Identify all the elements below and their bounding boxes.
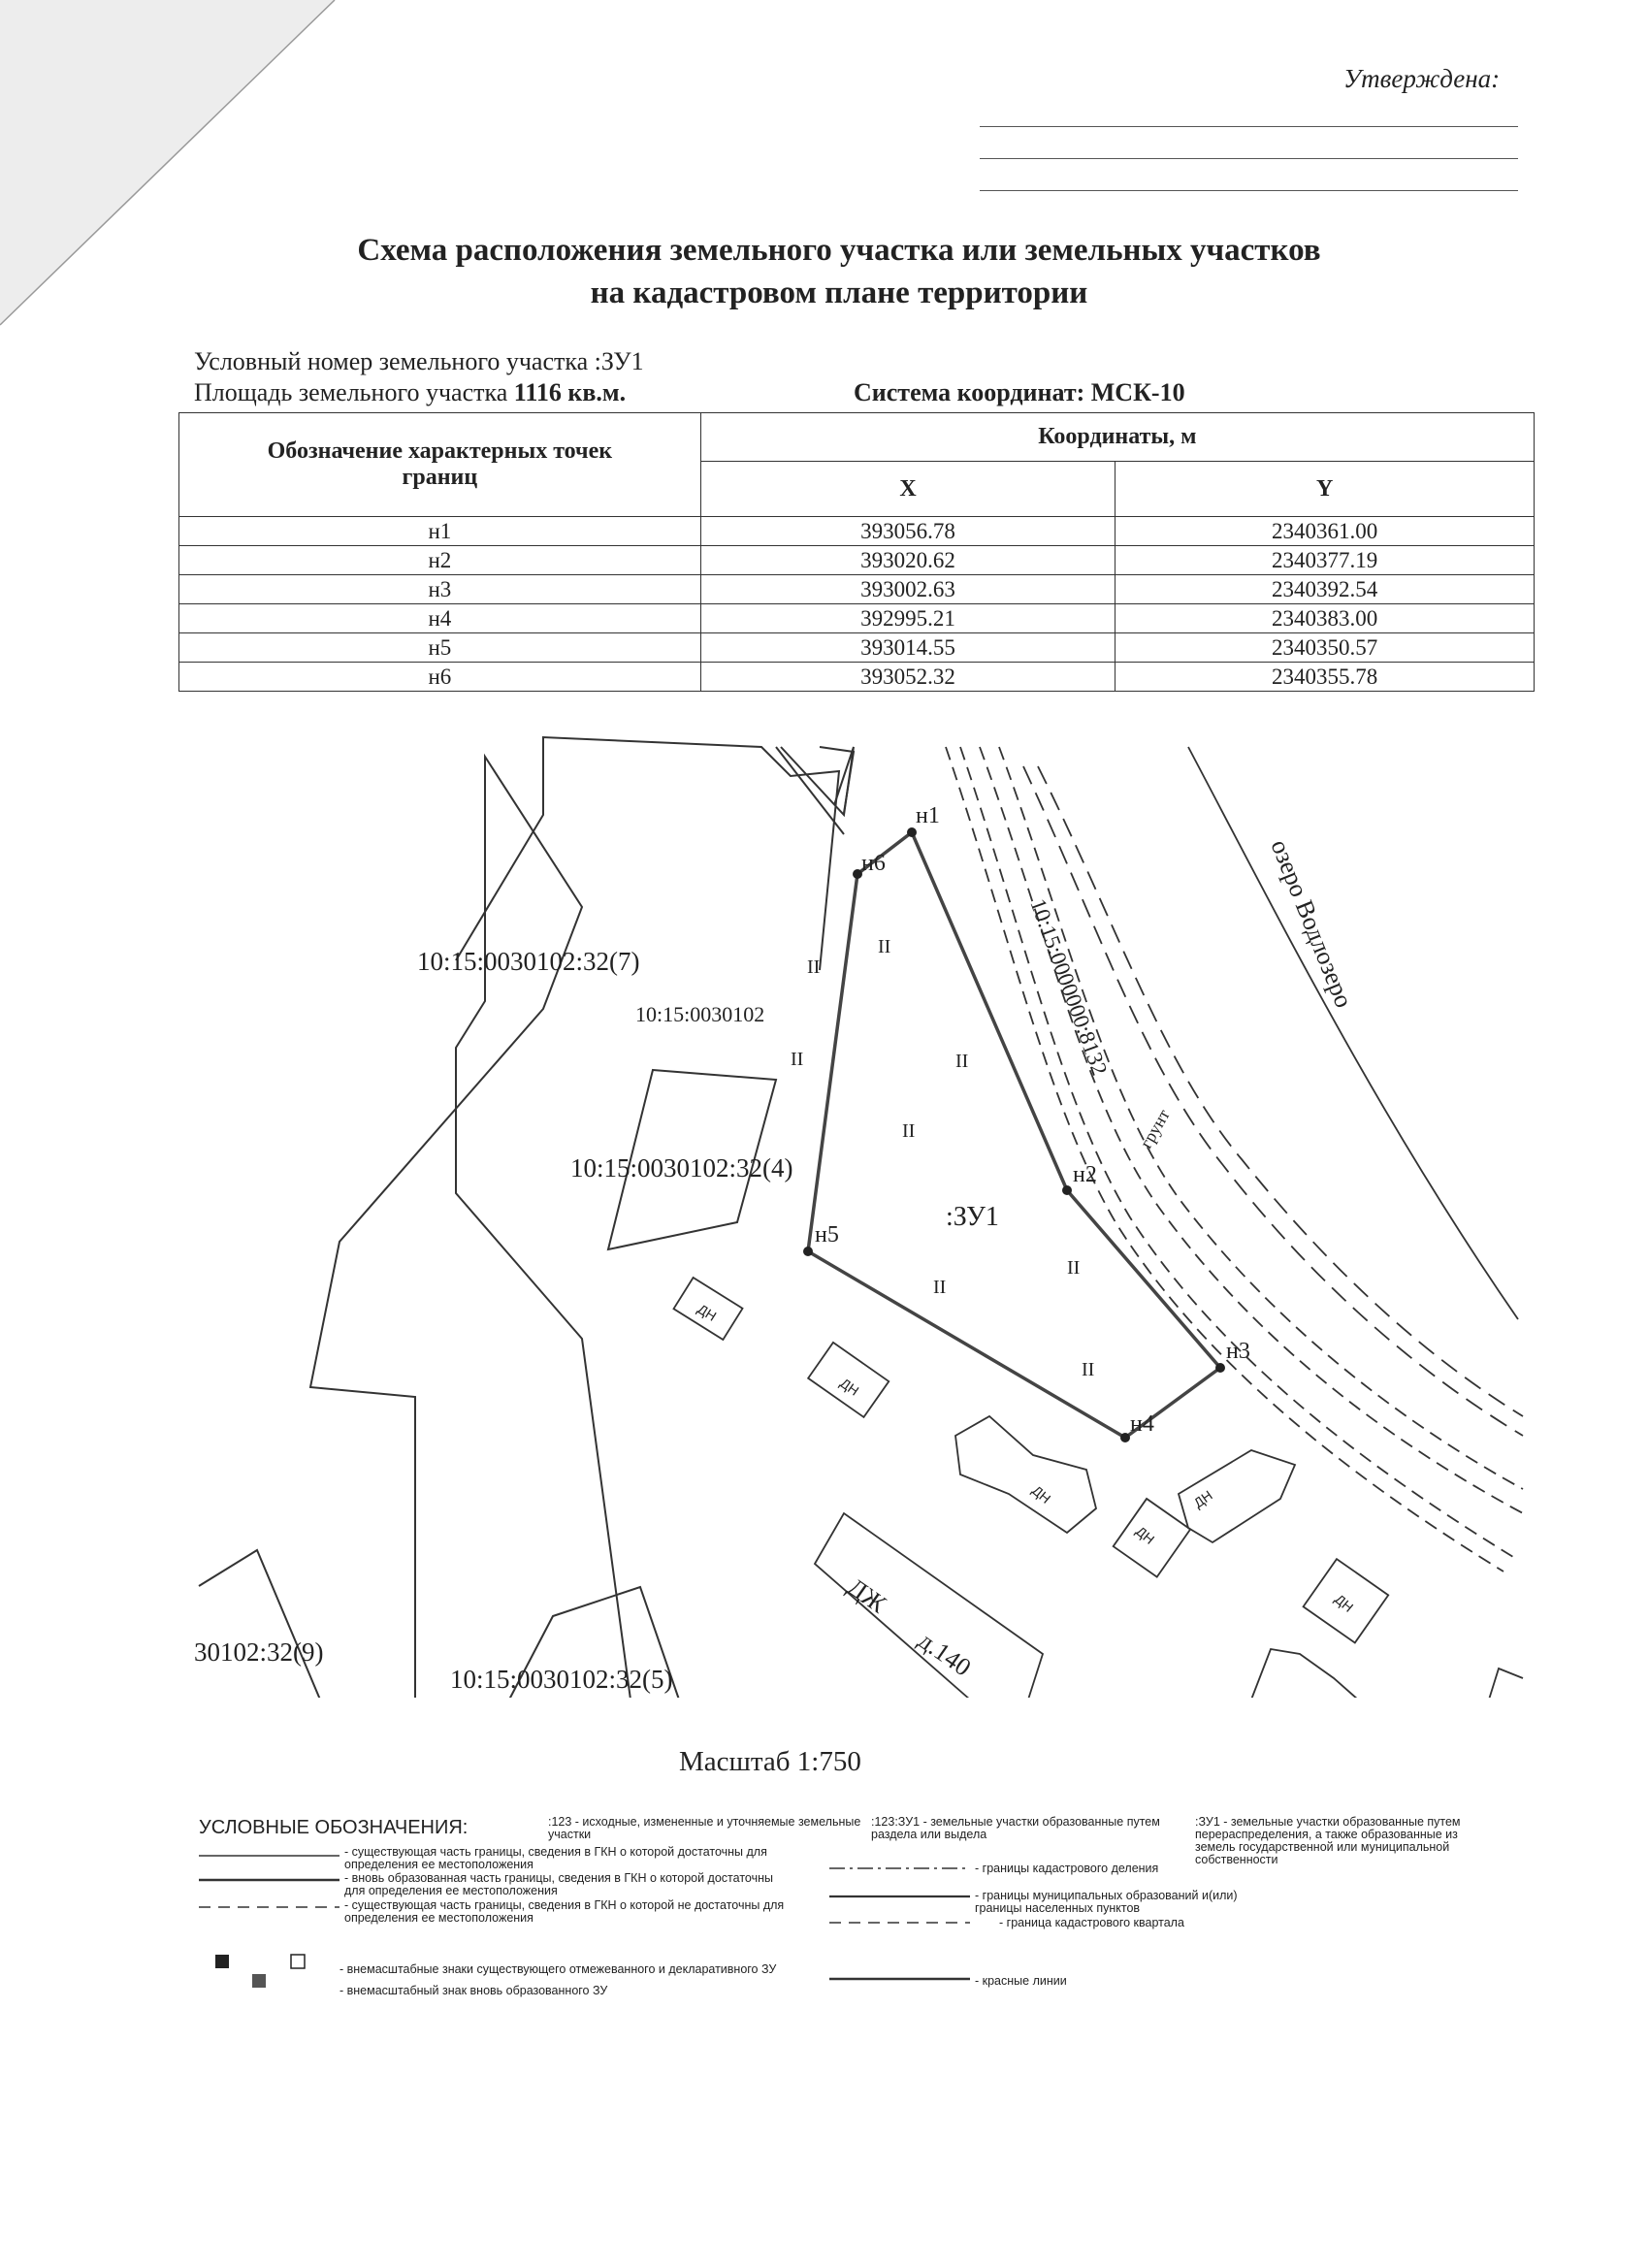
parcel-boundary-7 bbox=[310, 757, 630, 1700]
cell-point: н5 bbox=[179, 633, 701, 663]
label-n6: н6 bbox=[861, 851, 886, 876]
legend-item-3: - существующая часть границы, сведения в ГКН о которой не достаточны для определения ее местоположения bbox=[344, 1898, 785, 1925]
cell-x: 392995.21 bbox=[700, 604, 1116, 633]
legend-item-6: - граница кадастрового квартала bbox=[999, 1916, 1184, 1929]
label-dn: ДН bbox=[1029, 1482, 1054, 1507]
header-x: X bbox=[700, 462, 1116, 517]
point-n1 bbox=[907, 827, 917, 837]
point-n3 bbox=[1215, 1363, 1225, 1373]
building-dzh bbox=[815, 1513, 1043, 1700]
label-dn: ДН bbox=[695, 1300, 720, 1324]
legend-col1-head: :123 - исходные, измененные и уточняемые земельные участки bbox=[548, 1815, 861, 1841]
road-line-2 bbox=[960, 747, 1513, 1557]
legend-marker-empty bbox=[291, 1955, 305, 1968]
building-dn-3 bbox=[955, 1416, 1096, 1533]
approved-label: Утверждена: bbox=[1343, 64, 1501, 93]
lake-shore bbox=[1188, 747, 1518, 1319]
page-title: Схема расположения земельного участка или земельных участков bbox=[357, 233, 1321, 268]
label-parcel-5: 10:15:0030102:32(5) bbox=[450, 1665, 673, 1694]
label-quarter: 10:15:0030102 bbox=[635, 1002, 765, 1026]
label-lake: озеро Водлозеро bbox=[1265, 835, 1359, 1012]
coordinate-system: Система координат: МСК-10 bbox=[854, 378, 1185, 406]
label-n2: н2 bbox=[1073, 1162, 1097, 1187]
point-n5 bbox=[803, 1247, 813, 1256]
label-ground: грунт bbox=[1136, 1106, 1174, 1151]
building-outline-se bbox=[1251, 1649, 1358, 1700]
legend-col3-head: :ЗУ1 - земельные участки образованные путем перераспределения, а также образованные из земель государственной или муниципальной собственности bbox=[1195, 1815, 1461, 1866]
cell-x: 393020.62 bbox=[700, 546, 1116, 575]
map-scale: Масштаб 1:750 bbox=[679, 1746, 861, 1777]
hatch-mark: II bbox=[933, 1277, 947, 1298]
header-coordinates: Координаты, м bbox=[700, 413, 1534, 462]
hatch-mark: II bbox=[878, 936, 891, 957]
parcel-boundary-7b bbox=[456, 737, 839, 970]
label-n1: н1 bbox=[916, 803, 940, 828]
header-point: Обозначение характерных точек границ bbox=[179, 413, 701, 517]
point-n4 bbox=[1120, 1433, 1130, 1442]
legend-item-9: - красные линии bbox=[975, 1974, 1067, 1988]
hatch-mark: II bbox=[807, 956, 821, 978]
cell-y: 2340350.57 bbox=[1116, 633, 1535, 663]
parcel-area-value: 1116 кв.м. bbox=[513, 378, 627, 406]
label-parcel-7: 10:15:0030102:32(7) bbox=[417, 947, 640, 976]
label-n4: н4 bbox=[1130, 1411, 1154, 1437]
cell-point: н3 bbox=[179, 575, 701, 604]
hatch-mark: II bbox=[1082, 1359, 1095, 1380]
header-y: Y bbox=[1116, 462, 1535, 517]
legend-item-2: - вновь образованная часть границы, сведения в ГКН о которой достаточны для определения ее местоположения bbox=[344, 1871, 773, 1897]
point-n2 bbox=[1062, 1185, 1072, 1195]
label-dn: ДН bbox=[1332, 1591, 1357, 1615]
hatch-mark: II bbox=[1067, 1257, 1081, 1279]
cell-x: 393056.78 bbox=[700, 517, 1116, 546]
label-dzh: ДЖ bbox=[842, 1572, 891, 1619]
legend-col2-head: :123:ЗУ1 - земельные участки образованные путем раздела или выдела bbox=[871, 1815, 1160, 1841]
legend-item-1: - существующая часть границы, сведения в ГКН о которой достаточны для определения ее местоположения bbox=[344, 1845, 767, 1871]
cell-y: 2340377.19 bbox=[1116, 546, 1535, 575]
cell-point: н4 bbox=[179, 604, 701, 633]
legend-item-4: - границы кадастрового деления bbox=[975, 1862, 1159, 1875]
label-n3: н3 bbox=[1226, 1339, 1250, 1364]
label-road: 10:15:0000000:8132 bbox=[1025, 895, 1113, 1079]
hatch-mark: II bbox=[791, 1049, 804, 1070]
parcel-number-value: :ЗУ1 bbox=[594, 347, 644, 375]
road-line-4 bbox=[999, 747, 1523, 1489]
label-dn: ДН bbox=[837, 1375, 862, 1399]
quarter-boundary bbox=[781, 747, 854, 815]
road-line-1 bbox=[946, 747, 1504, 1571]
cell-y: 2340355.78 bbox=[1116, 663, 1535, 692]
label-n5: н5 bbox=[815, 1222, 839, 1247]
label-zu1: :ЗУ1 bbox=[946, 1202, 999, 1232]
cell-x: 393052.32 bbox=[700, 663, 1116, 692]
cell-point: н6 bbox=[179, 663, 701, 692]
parcel-area-label: Площадь земельного участка bbox=[194, 378, 508, 406]
parcel-boundary-west bbox=[776, 747, 844, 834]
cell-y: 2340392.54 bbox=[1116, 575, 1535, 604]
road-line-5 bbox=[1023, 766, 1523, 1436]
cell-y: 2340383.00 bbox=[1116, 604, 1535, 633]
legend-item-8: - внемасштабный знак вновь образованного ЗУ bbox=[340, 1984, 608, 1997]
cell-x: 393002.63 bbox=[700, 575, 1116, 604]
legend-item-7: - внемасштабные знаки существующего отмежеванного и декларативного ЗУ bbox=[340, 1962, 777, 1976]
page-subtitle: на кадастровом плане территории bbox=[590, 275, 1088, 310]
building-outline-e bbox=[1489, 1669, 1523, 1700]
label-dn: ДН bbox=[1190, 1487, 1215, 1511]
legend-marker-new bbox=[252, 1974, 266, 1988]
hatch-mark: II bbox=[902, 1120, 916, 1142]
label-house-no: д.140 bbox=[913, 1626, 977, 1682]
legend-item-5: - границы муниципальных образований и(или) границы населенных пунктов bbox=[975, 1889, 1238, 1915]
label-dn: ДН bbox=[1133, 1523, 1158, 1547]
cell-x: 393014.55 bbox=[700, 633, 1116, 663]
hatch-mark: II bbox=[955, 1051, 969, 1072]
cell-y: 2340361.00 bbox=[1116, 517, 1535, 546]
legend-title: УСЛОВНЫЕ ОБОЗНАЧЕНИЯ: bbox=[199, 1817, 469, 1838]
parcel-number-label: Условный номер земельного участка bbox=[194, 347, 589, 375]
parcel-boundary-9 bbox=[199, 1550, 320, 1700]
label-parcel-4: 10:15:0030102:32(4) bbox=[570, 1153, 793, 1183]
label-parcel-9: 30102:32(9) bbox=[194, 1637, 324, 1667]
legend-marker-filled bbox=[215, 1955, 229, 1968]
cell-point: н1 bbox=[179, 517, 701, 546]
cell-point: н2 bbox=[179, 546, 701, 575]
